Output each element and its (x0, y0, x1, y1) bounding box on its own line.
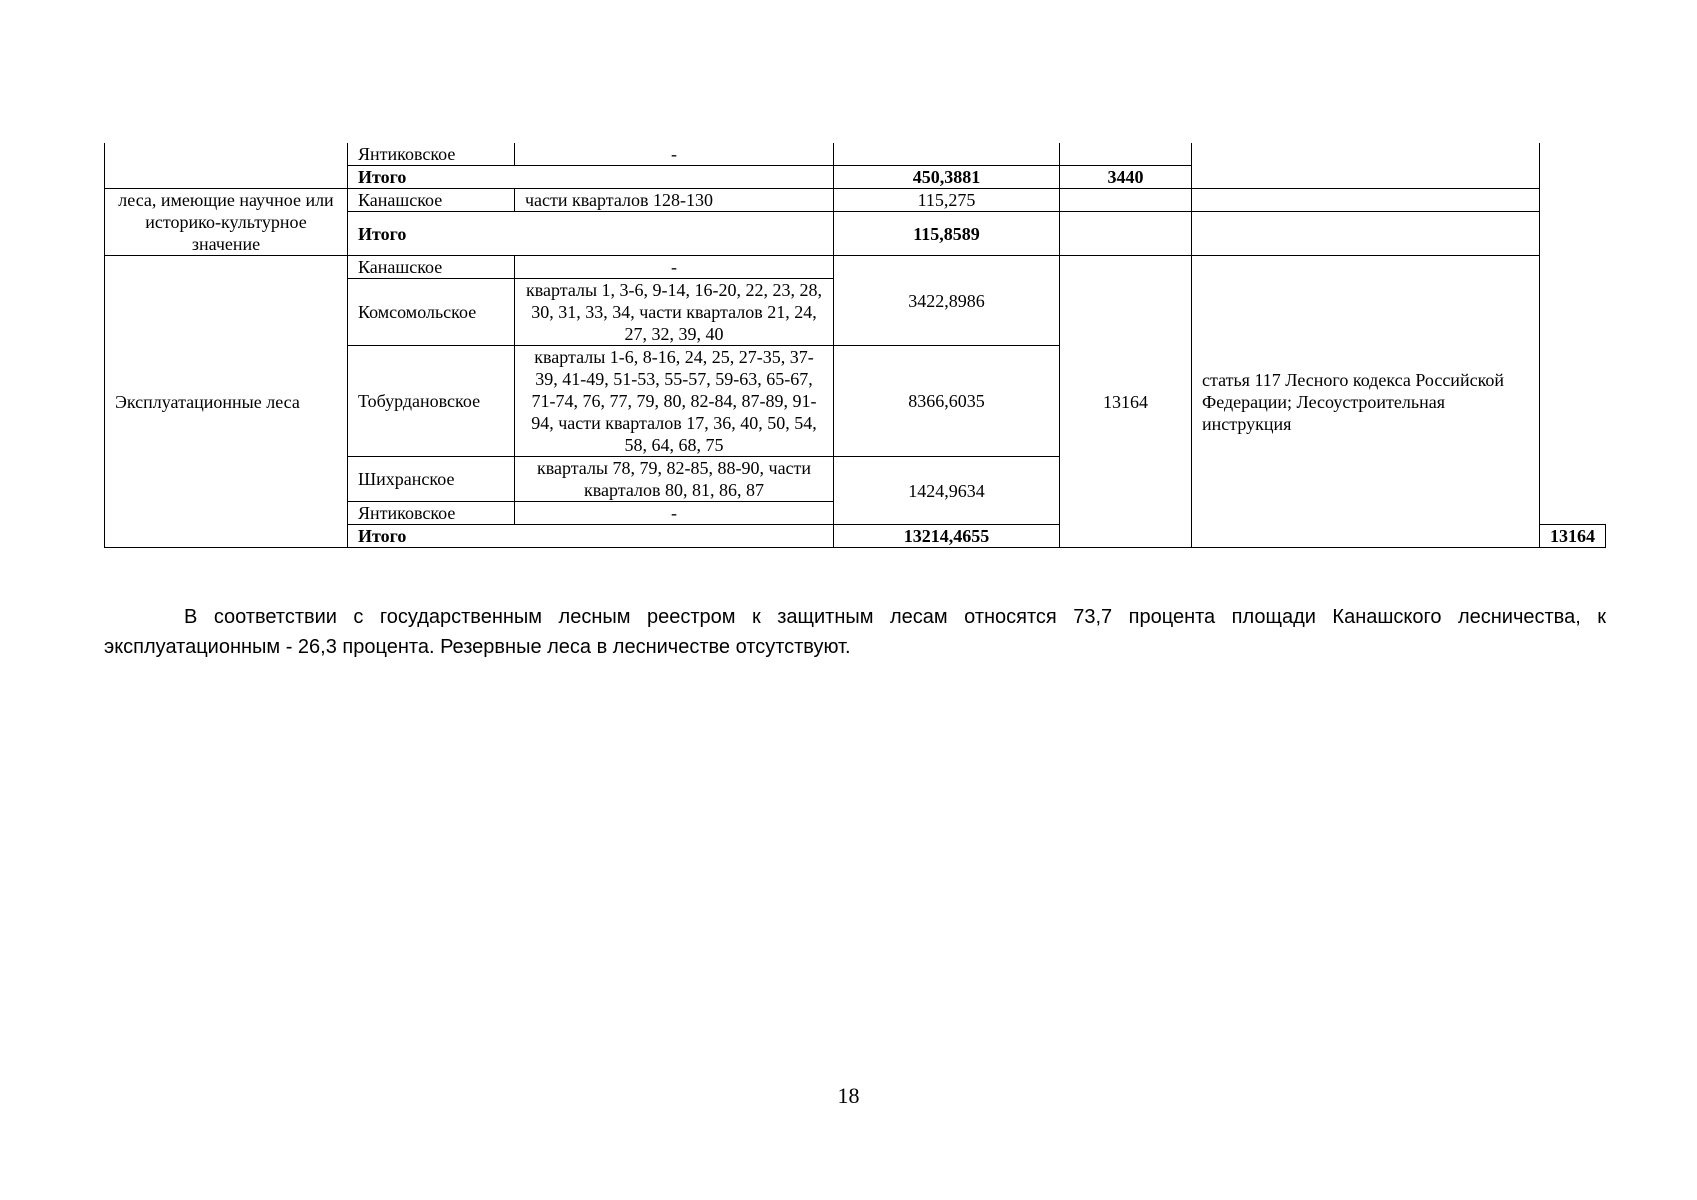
table-cell (105, 143, 348, 189)
district-cell: Канашское (348, 256, 515, 279)
quarters-cell: - (515, 502, 834, 525)
table-row (105, 189, 1606, 212)
district-cell: Шихранское (348, 457, 515, 502)
table-row (105, 143, 1606, 166)
itogo-area: 13214,4655 (834, 525, 1060, 548)
quarters-cell: кварталы 1-6, 8-16, 24, 25, 27-35, 37-39, 41-49, 51-53, 55-57, 59-63, 65-67, 71-74, 76, 77, 79, 80, 82-84, 87-89, 91-94, части кварталов 17, 36, 40, 50, 54, 58, 64, 68, 75 (515, 346, 834, 457)
total-cell (1060, 189, 1192, 212)
quarters-cell: - (515, 256, 834, 279)
page-number: 18 (837, 1083, 860, 1108)
district-cell: Янтиковское (348, 502, 515, 525)
itogo-label: Итого (348, 212, 834, 256)
itogo-total: 13164 (1540, 525, 1606, 548)
basis-cell (1192, 212, 1540, 256)
total-cell (1060, 143, 1192, 166)
category-cell: Эксплуатационные леса (105, 256, 348, 548)
body-paragraph: В соответствии с государственным лесным реестром к защитным лесам относятся 73,7 процента площади Канашского лесничества, к эксплуатационным - 26,3 процента. Резервные леса в лесничестве отсутствуют. (104, 606, 1606, 658)
area-cell: 1424,9634 (834, 457, 1060, 525)
district-cell: Канашское (348, 189, 515, 212)
itogo-area: 450,3881 (834, 166, 1060, 189)
area-cell: 3422,8986 (834, 256, 1060, 346)
itogo-total: 3440 (1060, 166, 1192, 189)
basis-cell (1192, 143, 1540, 189)
forest-table (104, 143, 1606, 548)
district-cell: Комсомольское (348, 279, 515, 346)
area-cell: 8366,6035 (834, 346, 1060, 457)
quarters-cell: - (515, 143, 834, 166)
area-cell (834, 143, 1060, 166)
itogo-area: 115,8589 (834, 212, 1060, 256)
total-cell (1060, 212, 1192, 256)
category-cell: леса, имеющие научное или историко-культурное значение (105, 189, 348, 256)
quarters-cell: кварталы 1, 3-6, 9-14, 16-20, 22, 23, 28, 30, 31, 33, 34, части кварталов 21, 24, 27, 32, 39, 40 (515, 279, 834, 346)
basis-cell (1192, 189, 1540, 212)
district-cell: Тобурдановское (348, 346, 515, 457)
basis-cell: статья 117 Лесного кодекса Российской Федерации; Лесоустроительная инструкция (1192, 256, 1540, 548)
itogo-label: Итого (348, 525, 834, 548)
quarters-cell: части кварталов 128-130 (515, 189, 834, 212)
total-cell: 13164 (1060, 256, 1192, 548)
district-cell: Янтиковское (348, 143, 515, 166)
quarters-cell: кварталы 78, 79, 82-85, 88-90, части кварталов 80, 81, 86, 87 (515, 457, 834, 502)
area-cell: 115,275 (834, 189, 1060, 212)
table-row (105, 256, 1606, 279)
itogo-label: Итого (348, 166, 834, 189)
